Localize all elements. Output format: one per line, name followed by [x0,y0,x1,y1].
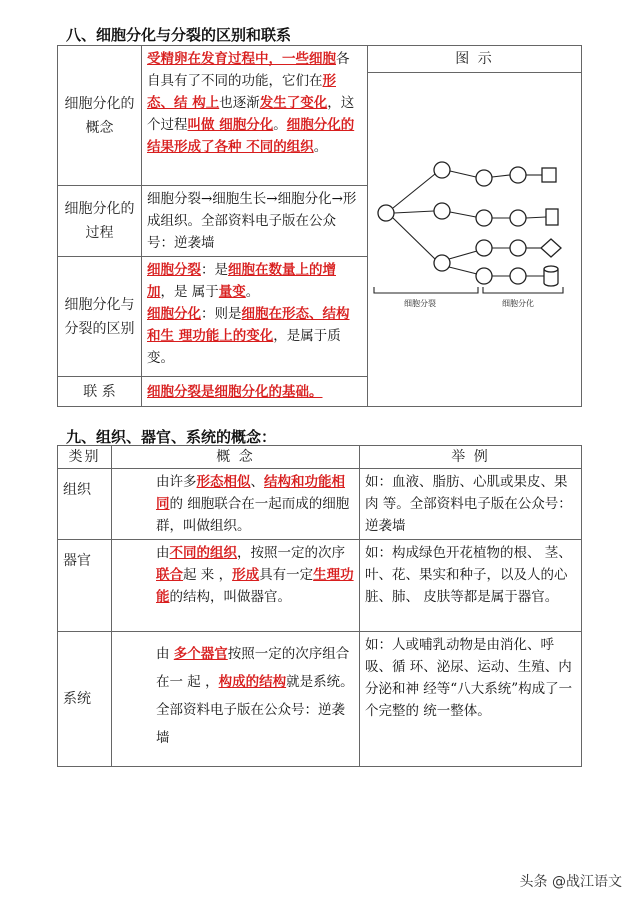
cell-circle [510,240,526,256]
cell-circle [510,167,526,183]
row-label-differentiation-process: 细胞分化的过程 [58,186,142,257]
cell-circle [434,255,450,271]
relation-text: 细胞分裂是细胞分化的基础。 [142,377,368,407]
rect-cell [546,209,558,225]
row-label-differentiation-concept: 细胞分化的概念 [58,46,142,186]
cell-circle [510,268,526,284]
row-label-tissue: 组织 [58,469,112,540]
square-cell [542,168,556,182]
header-concept: 概 念 [112,446,360,469]
differentiation-process-text: 细胞分裂→细胞生长→细胞分化→形 成组织。全部资料电子版在公众号：逆袭墙 [142,186,368,257]
diagram-header: 图 示 [368,46,581,73]
tissue-example: 如：血液、脂肪、心肌或果皮、果肉 等。全部资料电子版在公众号：逆袭墙 [360,469,582,540]
cell-circle [510,210,526,226]
cell-differentiation-diagram [368,73,582,393]
system-concept: 由 多个器官按照一定的次序组合在一 起 ，构成的结构就是系统。全部资料电子版在公众号：逆袭墙 [112,632,360,767]
division-label: 细胞分裂 [404,299,436,308]
cylinder-cell [544,266,558,286]
row-label-difference: 细胞分化与分裂的区别 [58,257,142,377]
header-example: 举 例 [360,446,582,469]
cell-circle [476,240,492,256]
row-label-organ: 器官 [58,540,112,632]
differentiation-concept-text: 受精卵在发育过程中，一些细胞各 自具有了不同的功能，它们在形态、结 构上也逐渐发生了变化，这个过程叫做 细胞分化。细胞分化的结果形成了各种 不同的组织。 [142,46,368,186]
zygote-circle [378,205,394,221]
cell-circle [476,170,492,186]
cell-circle [434,203,450,219]
header-category: 类别 [58,446,112,469]
row-label-system: 系统 [58,632,112,767]
watermark: 头条 @战江语文 [519,874,622,890]
section-8-table [57,45,582,407]
organ-example: 如：构成绿色开花植物的根、 茎、叶、花、果实和种子，以及人的心脏、肺、 皮肤等都是属于器官。 [360,540,582,632]
differentiation-label: 细胞分化 [502,299,534,308]
system-example: 如：人或哺乳动物是由消化、呼吸、循 环、泌尿、运动、生殖、内分泌和神 经等“八大系统”构成了一个完整的 统一整体。 [360,632,582,767]
cell-circle [476,210,492,226]
diagram-cell [368,46,582,407]
row-label-relation: 联 系 [58,377,142,407]
section-8-title: 八、细胞分化与分裂的区别和联系 [66,26,292,44]
section-9-title: 九、组织、器官、系统的概念： [66,428,277,446]
cell-circle [434,162,450,178]
diamond-cell [541,239,561,257]
tissue-concept: 由许多形态相似、结构和功能相同的 细胞联合在一起而成的细胞群，叫做组织。 [112,469,360,540]
cell-circle [476,268,492,284]
section-9-table [57,445,582,767]
difference-text: 细胞分裂：是细胞在数量上的增加，是 属于量变。 细胞分化：则是细胞在形态、结构和生 理功能上的变化，是属于质变。 [142,257,368,377]
organ-concept: 由不同的组织，按照一定的次序联合起 来 ，形成具有一定生理功能的结构，叫做器官。 [112,540,360,632]
